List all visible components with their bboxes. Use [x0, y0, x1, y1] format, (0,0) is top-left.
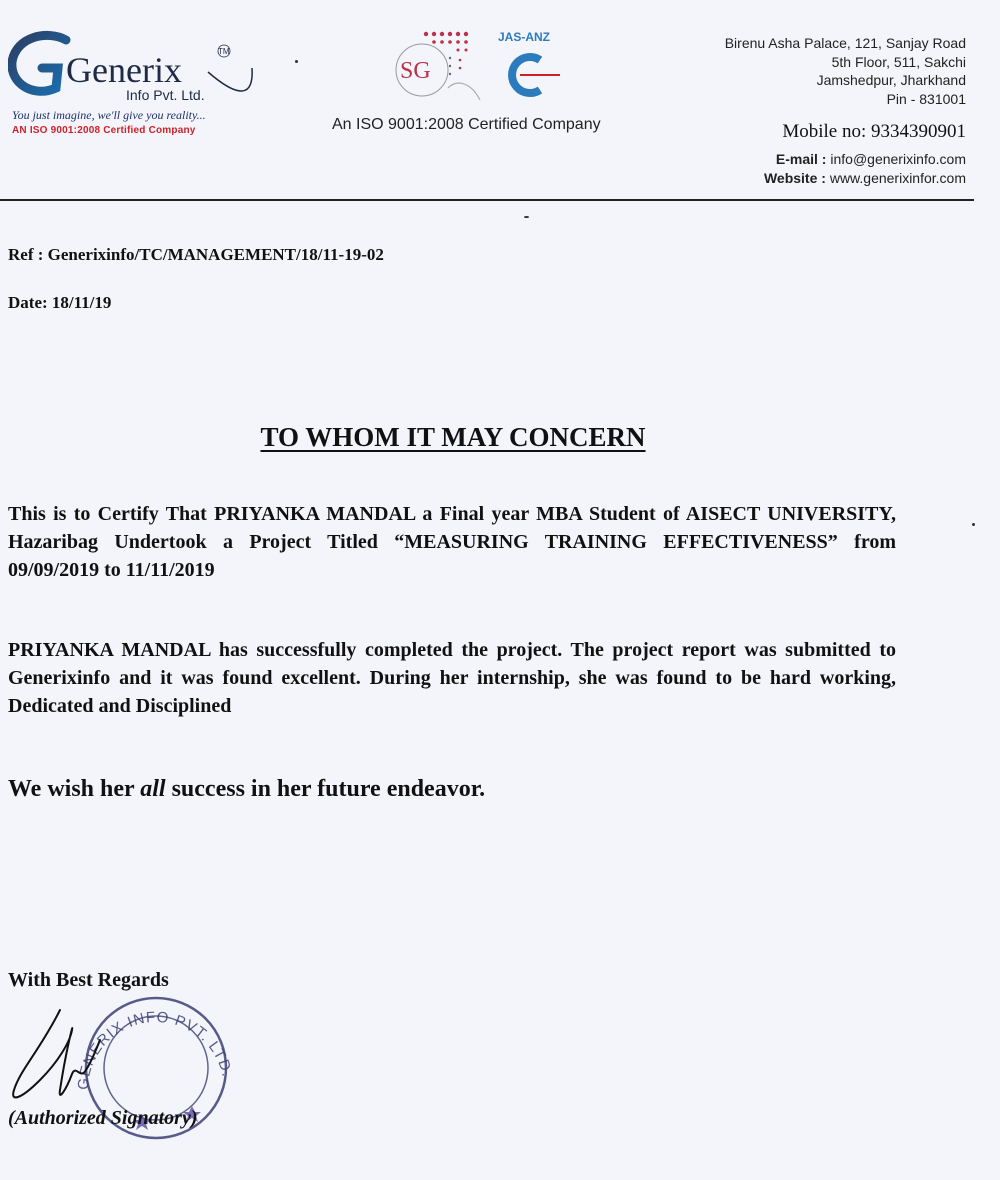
company-address: [725, 34, 966, 108]
jas-anz-label: JAS-ANZ: [498, 30, 551, 44]
letter-heading: TO WHOM IT MAY CONCERN: [260, 422, 646, 452]
sg-logo-text: SG: [400, 58, 431, 84]
certification-text: An ISO 9001:2008 Certified Company: [332, 116, 601, 133]
ink-speck: [972, 523, 975, 526]
generix-logo-graphic: [8, 28, 268, 108]
company-logo: [8, 28, 268, 148]
header-divider: [0, 199, 974, 201]
seal-text: GENERIX INFO PVT. LTD.: [74, 1008, 236, 1091]
mobile-number: Mobile no: 9334390901: [782, 121, 966, 142]
trademark-mark: TM: [218, 47, 230, 56]
ink-speck: [524, 216, 529, 218]
brand-subtitle: Info Pvt. Ltd.: [126, 87, 205, 103]
certification-logos: [388, 28, 568, 108]
closing-wish: [8, 776, 485, 803]
email-address: info@generixinfo.com: [830, 151, 966, 167]
regards-line: With Best Regards: [8, 969, 169, 991]
iso-note: AN ISO 9001:2008 Certified Company: [12, 125, 196, 136]
address-line: Birenu Asha Palace, 121, Sanjay Road: [724, 35, 966, 51]
wish-text: We wish her: [8, 776, 141, 802]
contact-info: [764, 150, 966, 188]
brand-name: Generix: [66, 50, 182, 90]
address-line: 5th Floor, 511, Sakchi: [831, 53, 966, 70]
completion-paragraph: PRIYANKA MANDAL has successfully completed the project. The project report was submitted to Generixinfo and it was found excellent. During her internship, she was found to be hard working, Dedicated and Disciplined: [8, 639, 896, 717]
email-label: E-mail :: [775, 151, 827, 167]
reference-number: Ref : Generixinfo/TC/MANAGEMENT/18/11-19-02: [8, 245, 384, 264]
address-line: Pin - 831001: [886, 90, 966, 107]
jas-anz-logo-icon: [502, 50, 562, 100]
letter-date: Date: 18/11/19: [8, 293, 112, 312]
wish-emphasis: all: [140, 776, 166, 802]
authorized-signatory: (Authorized Signatory): [8, 1107, 198, 1129]
tagline: You just imagine, we'll give you reality...: [12, 108, 206, 122]
sg-logo-icon: [388, 28, 498, 108]
website-address: www.generixinfor.com: [829, 170, 966, 186]
website-label: Website :: [763, 170, 826, 186]
wish-text: success in her future endeavor.: [165, 776, 486, 802]
ink-speck: [295, 60, 298, 63]
svg-text:GENERIX INFO PVT. LTD.: [75, 1009, 236, 1091]
certificate-paragraph: This is to Certify That PRIYANKA MANDAL a Final year MBA Student of AISECT UNIVERSITY, Hazaribag Undertook a Project Titled “MEASURING TRAINING EFFECTIVENESS” from 09/09/2019 to 11/11/2019: [8, 503, 896, 581]
address-line: Jamshedpur, Jharkhand: [816, 72, 966, 88]
